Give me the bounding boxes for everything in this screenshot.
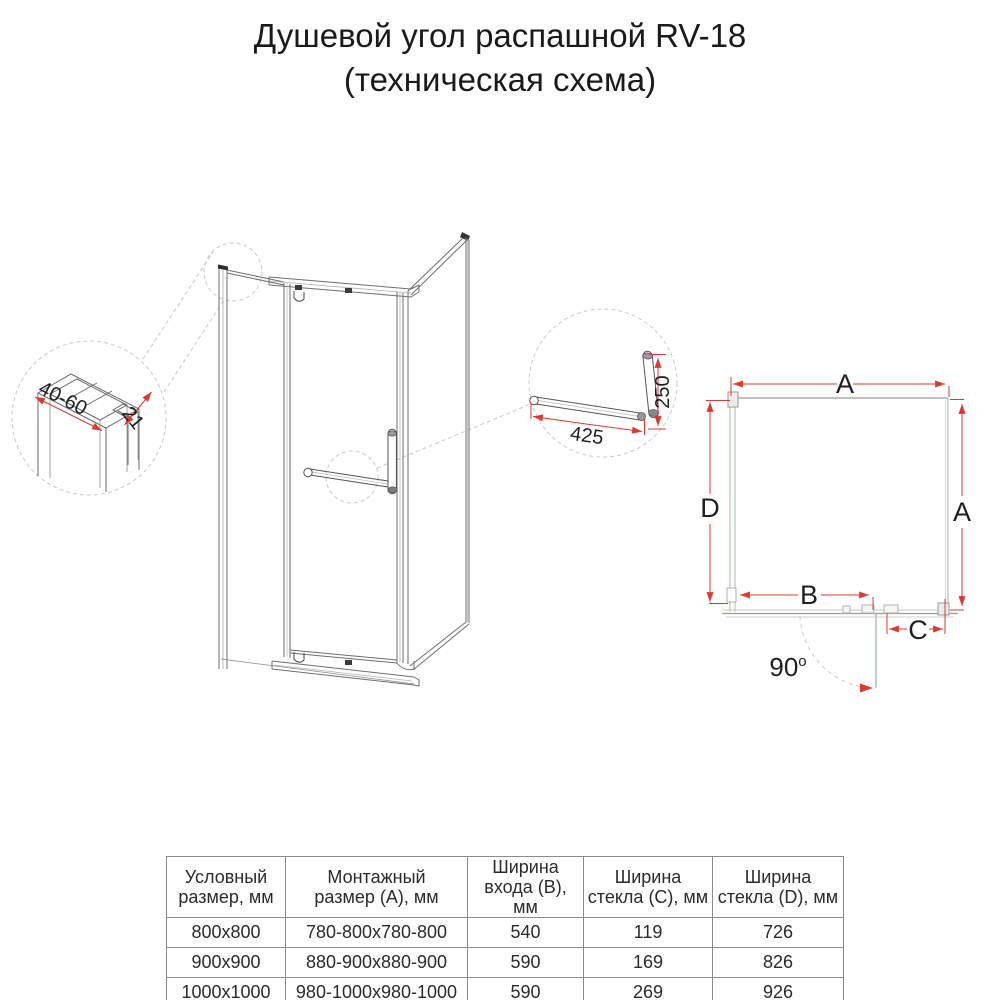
page-title-line1: Душевой угол распашной RV-18	[253, 17, 747, 54]
col-header-glass-d-width: Ширина стекла (D), мм	[713, 857, 844, 918]
cell-entry-width: 540	[468, 918, 584, 948]
handle-height-dim-label: 250	[652, 375, 674, 409]
cell-entry-width: 590	[468, 948, 584, 978]
col-header-mounting-size: Монтажный размер (А), мм	[286, 857, 468, 918]
isometric-view	[218, 232, 470, 686]
size-table-row	[167, 918, 844, 948]
door-angle-degree-mark: o	[798, 653, 807, 670]
corner-post	[396, 291, 414, 670]
plan-hinge-mark	[843, 606, 850, 613]
cell-glass-c-width: 119	[584, 918, 713, 948]
cell-glass-d-width: 826	[713, 948, 844, 978]
plan-view	[722, 392, 958, 693]
cell-glass-d-width: 926	[713, 978, 844, 1000]
door-handle-3d	[304, 429, 397, 493]
door-angle-value: 90	[769, 652, 799, 682]
dim-label-b: B	[799, 580, 819, 610]
handle-length-dim-label: 425	[568, 422, 605, 450]
handle-detail	[530, 351, 659, 420]
cell-glass-c-width: 169	[584, 948, 713, 978]
profile-depth-dim-label: 21	[117, 402, 149, 434]
cell-nominal-size: 900x900	[167, 948, 286, 978]
plan-dimensions	[706, 377, 964, 634]
door-swing-arc	[800, 616, 869, 688]
cell-nominal-size: 1000x1000	[167, 978, 286, 1000]
cell-glass-c-width: 269	[584, 978, 713, 1000]
size-table-row	[167, 948, 844, 978]
cell-glass-d-width: 726	[713, 918, 844, 948]
cell-entry-width: 590	[468, 978, 584, 1000]
door-swing-arrow	[860, 684, 873, 693]
cell-nominal-size: 800x800	[167, 918, 286, 948]
page-title-line2: (техническая схема)	[343, 60, 657, 98]
col-header-glass-c-width: Ширина стекла (C), мм	[584, 857, 713, 918]
plan-hinge-mark	[884, 605, 898, 613]
dim-label-c: C	[908, 615, 928, 645]
dim-label-d: D	[700, 493, 720, 523]
col-header-entry-width: Ширина входа (B), мм	[468, 857, 584, 918]
cell-mounting-size: 780-800х780-800	[286, 918, 468, 948]
zoom-leader-lines	[12, 243, 677, 503]
plan-corner-block-bottom	[727, 588, 736, 602]
handle-source-circle	[326, 451, 378, 503]
wall-profile-bar	[218, 265, 228, 670]
cell-mounting-size: 980-1000х980-1000	[286, 978, 468, 1000]
profile-width-dim-label: 40-60	[34, 377, 91, 421]
plan-corner-block-top	[728, 392, 738, 407]
plan-corner-block-right	[938, 603, 949, 615]
dim-label-a-right: A	[952, 497, 972, 527]
hinge-post	[284, 283, 290, 658]
col-header-nominal-size: Условный размер, мм	[167, 857, 286, 918]
size-table-row	[167, 978, 844, 1000]
plan-hinge-mark	[862, 605, 874, 613]
door-angle-label	[769, 652, 806, 682]
size-table-header-row	[167, 857, 844, 918]
top-hinge	[294, 291, 304, 301]
profile-source-circle	[204, 243, 262, 301]
cell-mounting-size: 880-900х880-900	[286, 948, 468, 978]
dim-label-a-top: A	[835, 369, 855, 399]
size-table	[166, 856, 844, 1000]
